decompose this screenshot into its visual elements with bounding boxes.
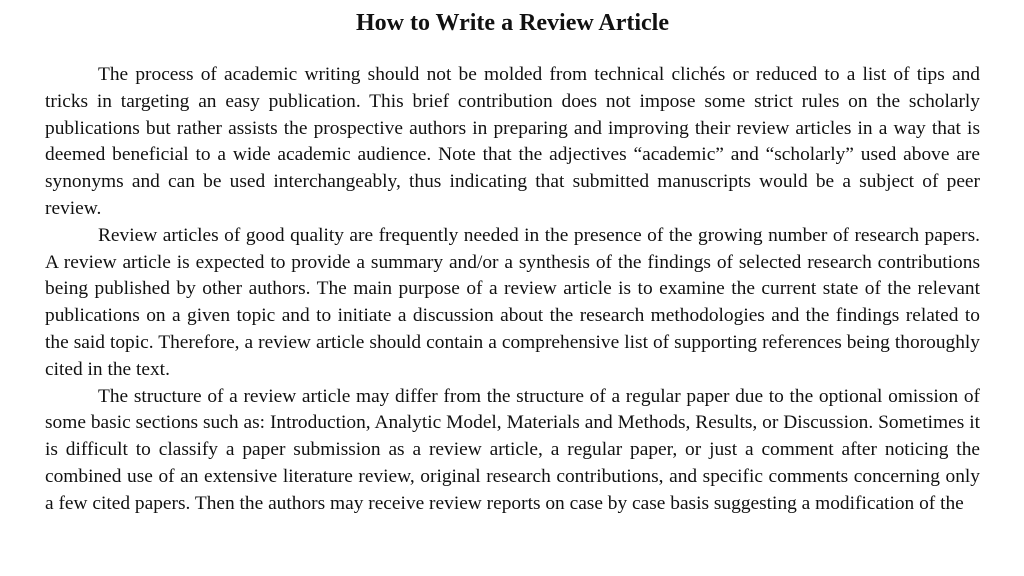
- paragraph-3: The structure of a review article may differ from the structure of a regular paper due to the optional omission of some basic sections such as: Introduction, Analytic Model, Materials and Methods, Results, or Discussion. Sometimes it is difficult to classify a paper submission as a review article, a regular paper, or just a comment after noticing the combined use of an extensive literature review, original research contributions, and specific comments concerning only a few cited papers. Then the authors may receive review reports on case by case basis suggesting a modification of the: [45, 385, 980, 514]
- document-title: How to Write a Review Article: [355, 10, 670, 36]
- paragraph-1: The process of academic writing should not be molded from technical clichés or reduced to a list of tips and tricks in targeting an easy publication. This brief contribution does not impose some strict rules on the scholarly publications but rather assists the prospective authors in preparing and improving their review articles in a way that is deemed beneficial to a wide academic audience. Note that the adjectives “academic” and “scholarly” used above are synonyms and can be used interchangeably, thus indicating that submitted manuscripts would be a subject of peer review.: [45, 64, 980, 219]
- document-page: [45, 0, 980, 576]
- document-body: [45, 62, 980, 518]
- paragraph-2: Review articles of good quality are frequently needed in the presence of the growing number of research papers. A review article is expected to provide a summary and/or a synthesis of the findings of selected research contributions being published by other authors. The main purpose of a review article is to examine the current state of the relevant publications on a given topic and to initiate a discussion about the research methodologies and the findings related to the said topic. Therefore, a review article should contain a comprehensive list of supporting references being thoroughly cited in the text.: [45, 224, 980, 380]
